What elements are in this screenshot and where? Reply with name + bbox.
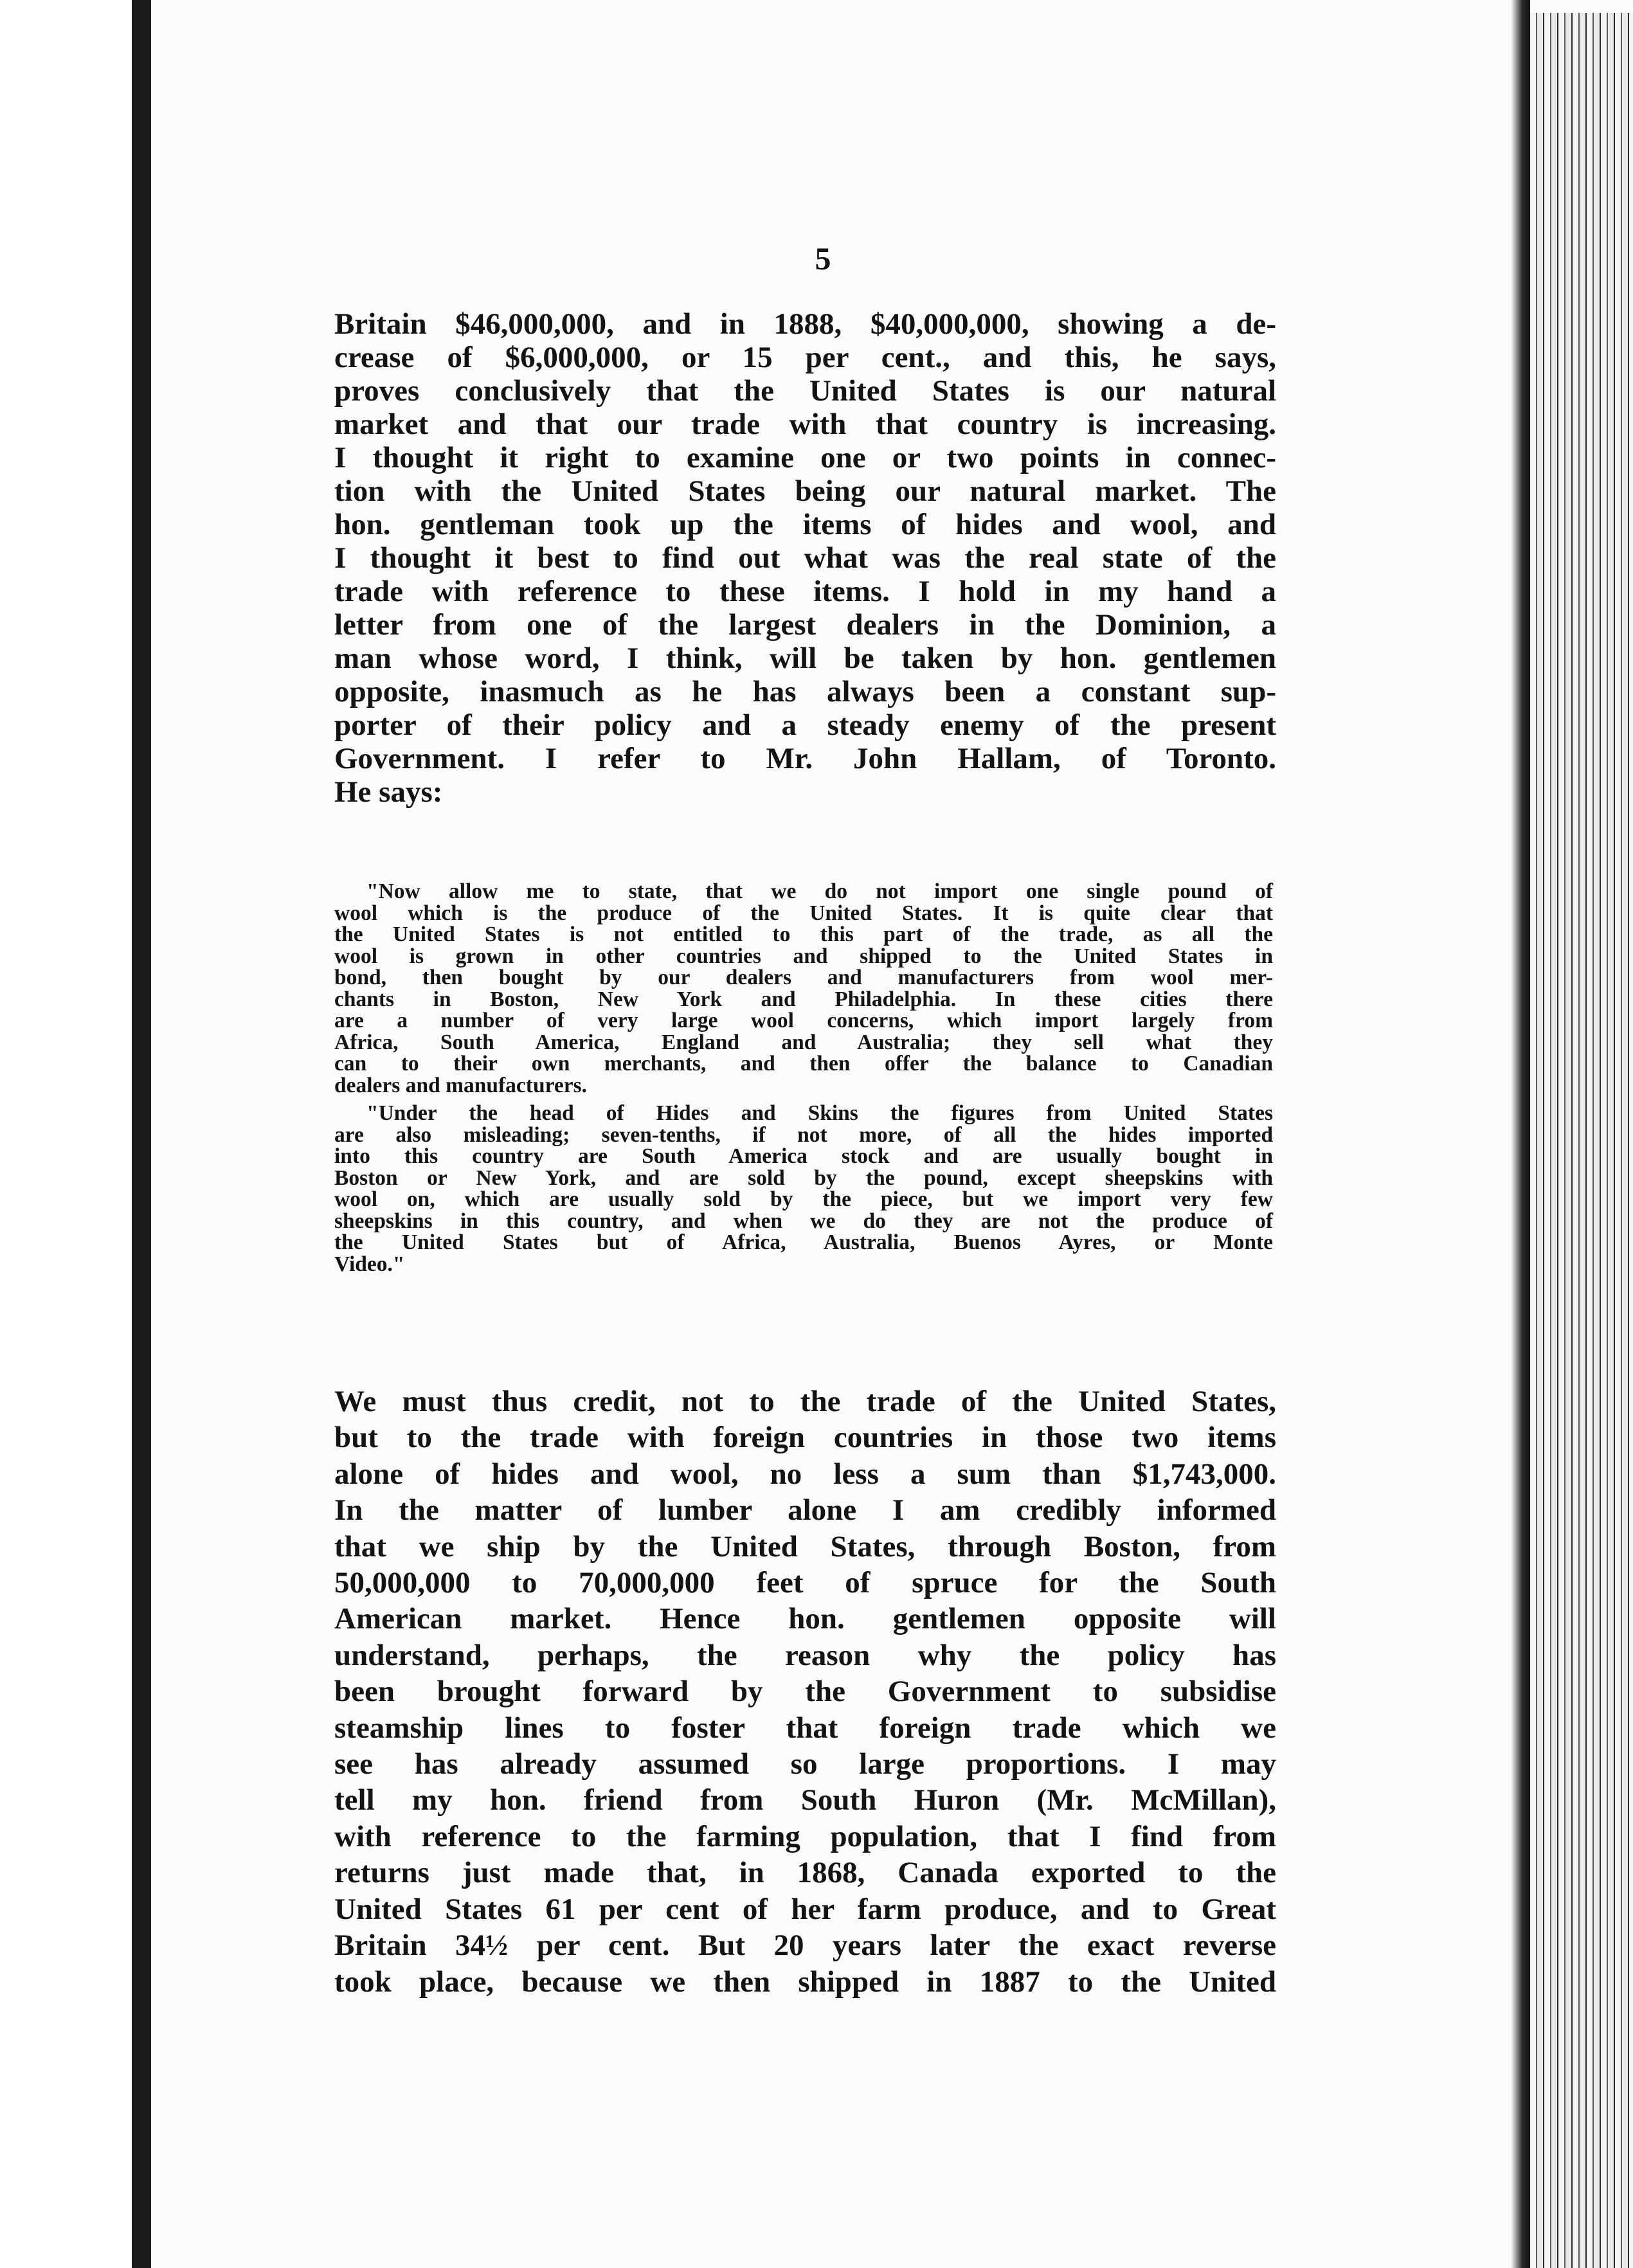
text-line: American market. Hence hon. gentlemen opposite will — [334, 1602, 1276, 1636]
scan-left-margin — [132, 0, 151, 2268]
text-line: porter of their policy and a steady enemy of the present — [334, 708, 1276, 742]
text-line: alone of hides and wool, no less a sum than $1,743,000. — [334, 1457, 1276, 1491]
text-line: took place, because we then shipped in 1887 to the United — [334, 1965, 1276, 1999]
text-line: Britain $46,000,000, and in 1888, $40,000,000, showing a de- — [334, 307, 1276, 341]
paragraph-bottom — [334, 1383, 1276, 2000]
text-line: Britain 34½ per cent. But 20 years later the exact reverse — [334, 1929, 1276, 1963]
text-line: returns just made that, in 1868, Canada exported to the — [334, 1856, 1276, 1890]
page-number: 5 — [815, 240, 831, 276]
text-line: understand, perhaps, the reason why the policy has — [334, 1638, 1276, 1672]
quote-line: wool on, which are usually sold by the piece, but we import very few — [334, 1187, 1273, 1211]
text-line: market and that our trade with that country is increasing. — [334, 408, 1276, 441]
text-line: 50,000,000 to 70,000,000 feet of spruce for the South — [334, 1566, 1276, 1600]
quote-line: chants in Boston, New York and Philadelphia. In these cities there — [334, 987, 1273, 1011]
quote-line: wool is grown in other countries and shipped to the United States in — [334, 944, 1273, 968]
quote-line: bond, then bought by our dealers and manufacturers from wool mer- — [334, 966, 1273, 989]
text-line: trade with reference to these items. I hold in my hand a — [334, 575, 1276, 608]
text-line: hon. gentleman took up the items of hides and wool, and — [334, 508, 1276, 541]
quote-line: Boston or New York, and are sold by the pound, except sheepskins with — [334, 1166, 1273, 1190]
quote-line: Video." — [334, 1252, 405, 1276]
quote-line: are also misleading; seven-tenths, if not more, of all the hides imported — [334, 1122, 1273, 1147]
quote-line: into this country are South America stock and are usually bought in — [334, 1144, 1273, 1168]
text-line: see has already assumed so large proportions. I may — [334, 1747, 1276, 1781]
quote-line: "Now allow me to state, that we do not import one single pound of — [366, 879, 1273, 903]
text-line: man whose word, I think, will be taken by hon. gentlemen — [334, 642, 1276, 675]
text-line: but to the trade with foreign countries in those two items — [334, 1421, 1276, 1455]
letter-quotation — [334, 881, 1273, 1275]
text-line: letter from one of the largest dealers in the Dominion, a — [334, 608, 1276, 642]
quote-line: the United States is not entitled to this part of the trade, as all the — [334, 923, 1273, 946]
text-line: I thought it right to examine one or two points in connec- — [334, 441, 1276, 474]
text-line: proves conclusively that the United States is our natural — [334, 374, 1276, 408]
quote-line: can to their own merchants, and then offer the balance to Canadian — [334, 1052, 1273, 1076]
text-line: He says: — [334, 775, 443, 809]
text-line: tell my hon. friend from South Huron (Mr. McMillan), — [334, 1783, 1276, 1817]
quote-line: are a number of very large wool concerns, which import largely from — [334, 1009, 1273, 1032]
text-line: steamship lines to foster that foreign trade which we — [334, 1711, 1276, 1745]
text-line: been brought forward by the Government to subsidise — [334, 1675, 1276, 1709]
text-line: United States 61 per cent of her farm produce, and to Great — [334, 1892, 1276, 1926]
text-line: Government. I refer to Mr. John Hallam, of Toronto. — [334, 742, 1276, 775]
quote-line: dealers and manufacturers. — [334, 1073, 587, 1097]
quote-line: the United States but of Africa, Australia, Buenos Ayres, or Monte — [334, 1230, 1273, 1254]
text-line: with reference to the farming population, that I find from — [334, 1819, 1276, 1853]
paragraph-top — [334, 307, 1276, 809]
page-edges-top — [1530, 0, 1633, 13]
text-line: In the matter of lumber alone I am credibly informed — [334, 1493, 1276, 1527]
text-line: opposite, inasmuch as he has always been a constant sup- — [334, 675, 1276, 708]
quote-line: "Under the head of Hides and Skins the figures from United States — [366, 1101, 1273, 1125]
text-line: tion with the United States being our natural market. The — [334, 474, 1276, 508]
stacked-page-edges — [1530, 13, 1633, 2268]
text-line: We must thus credit, not to the trade of the United States, — [334, 1385, 1276, 1418]
quote-line: wool which is the produce of the United States. It is quite clear that — [334, 901, 1273, 925]
page-edge-shadow — [1511, 0, 1530, 2268]
text-line: that we ship by the United States, through Boston, from — [334, 1529, 1276, 1563]
text-line: I thought it best to find out what was the real state of the — [334, 541, 1276, 575]
quote-line: sheepskins in this country, and when we do they are not the produce of — [334, 1209, 1273, 1233]
text-line: crease of $6,000,000, or 15 per cent., and this, he says, — [334, 341, 1276, 374]
quote-line: Africa, South America, England and Australia; they sell what they — [334, 1030, 1273, 1054]
